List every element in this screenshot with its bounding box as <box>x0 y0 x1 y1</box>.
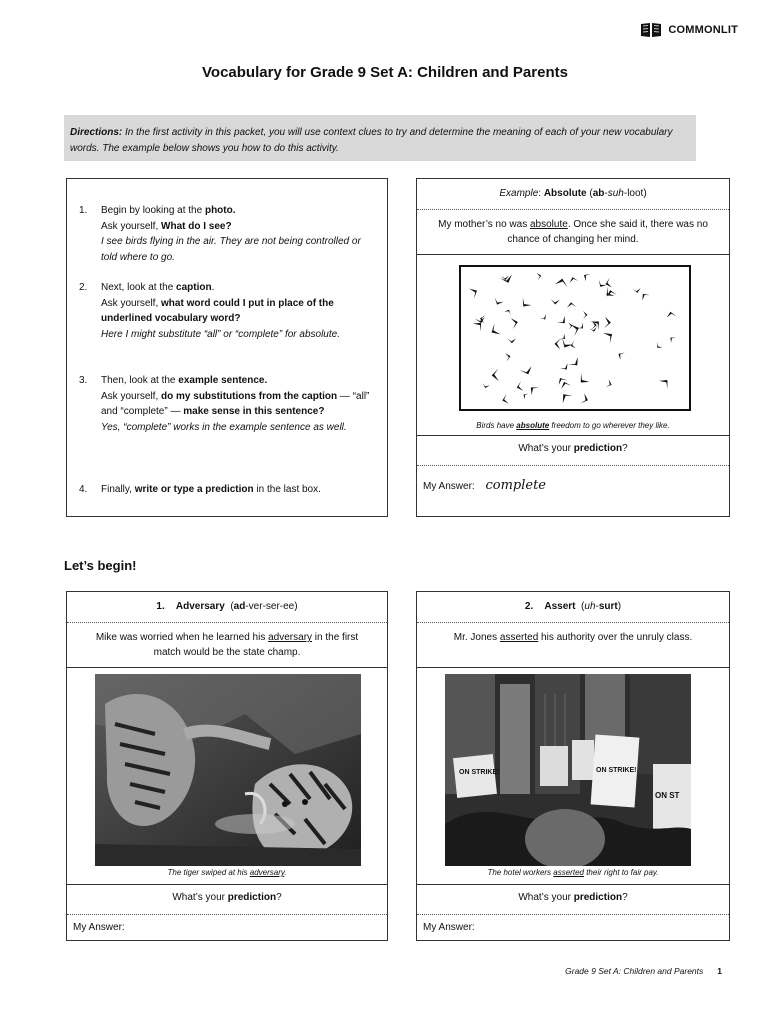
page-title: Vocabulary for Grade 9 Set A: Children and Parents <box>202 64 568 81</box>
card-word: Adversary <box>175 601 225 612</box>
step-bold: make sense in this sentence? <box>183 406 325 417</box>
step-text: Then, look at the <box>101 375 179 386</box>
bird-icon <box>537 273 542 281</box>
bird-icon <box>560 381 572 389</box>
bird-icon <box>516 381 523 391</box>
bird-icon <box>655 341 663 350</box>
protest-photo <box>445 674 691 866</box>
prediction-bold: prediction <box>573 443 623 454</box>
example-answer <box>417 465 729 515</box>
step-bold: do my substitutions from the caption <box>161 390 338 402</box>
example-box <box>416 178 730 517</box>
bird-icon <box>568 357 582 369</box>
vocab-word: absolute <box>530 219 568 230</box>
bird-icon <box>603 317 612 330</box>
birds-flock-image <box>461 267 689 409</box>
step-number: 3. <box>79 375 88 386</box>
card-prediction <box>417 884 729 915</box>
bird-icon <box>520 366 533 376</box>
step-text: Ask yourself, <box>101 297 162 309</box>
bird-icon <box>579 393 590 406</box>
bird-icon <box>596 279 607 289</box>
step-number: 4. <box>79 484 88 495</box>
bird-icon <box>569 277 578 283</box>
bird-icon <box>475 317 485 324</box>
bird-icon <box>577 323 586 331</box>
sentence-text: his authority over the unruly class. <box>538 632 693 643</box>
card-word: Assert <box>544 601 576 612</box>
bird-icon <box>591 318 603 331</box>
prediction-bold: prediction <box>573 892 623 903</box>
prediction-text: What’s your <box>172 892 228 903</box>
pron-bold: surt <box>598 601 618 612</box>
step-text: Begin by looking at the <box>101 205 205 216</box>
step-text: . <box>211 282 215 293</box>
card-prediction <box>67 884 387 915</box>
vocab-word: asserted <box>499 632 539 643</box>
page-footer <box>565 966 722 976</box>
step-example: Here I might substitute “all” or “complete” for absolute. <box>101 328 340 340</box>
sign-text: ON STRIKE! <box>596 767 637 774</box>
sentence-text: in the first match would be the state champ. <box>153 632 359 658</box>
prediction-text: What’s your <box>518 443 574 454</box>
caption-text: their right to fair pay. <box>583 868 659 877</box>
bird-icon <box>616 350 625 360</box>
caption-word: adversary <box>249 868 285 877</box>
directions-text: In the first activity in this packet, you will use context clues to try and determine the meaning of each of your new vocabulary words. The example below shows you how to do this activity. <box>70 127 673 154</box>
step-bold: caption <box>176 282 212 293</box>
tigers-image <box>95 674 361 866</box>
bird-icon <box>502 394 509 404</box>
bird-icon <box>582 271 592 281</box>
footer-text: Grade 9 Set A: Children and Parents <box>565 966 704 976</box>
card-number: 2. <box>524 601 534 612</box>
card-answer[interactable] <box>67 914 387 940</box>
prediction-text: ? <box>622 443 628 454</box>
sentence-text: My mother’s no was <box>438 219 530 230</box>
page-number: 1 <box>717 966 722 976</box>
step-bold: what word could I put in place of the underlined vocabulary word? <box>101 297 334 324</box>
bird-icon <box>481 382 490 389</box>
pron-italic: suh <box>607 188 624 199</box>
step-text: in the last box. <box>253 484 321 495</box>
bird-icon <box>605 278 612 289</box>
bird-icon <box>571 323 581 336</box>
bird-icon <box>505 353 511 362</box>
commonlit-logo <box>640 22 738 38</box>
pron-bold: ad <box>233 601 246 612</box>
vocab-word: adversary <box>268 632 313 643</box>
bird-icon <box>582 311 588 319</box>
step-text: Ask yourself, <box>101 390 162 402</box>
bird-icon <box>511 318 519 330</box>
bird-icon <box>605 379 613 389</box>
bird-icon <box>522 391 530 399</box>
card-caption <box>417 868 729 877</box>
bird-icon <box>528 383 540 395</box>
bird-icon <box>555 277 570 288</box>
birds-photo <box>459 265 691 411</box>
step-text: Ask yourself, <box>101 220 162 232</box>
example-caption <box>417 421 729 430</box>
sentence-text: . Once she said it, there was no chance of changing her mind. <box>507 219 708 245</box>
card-header: 2. Assert (uh-surt) <box>417 592 729 623</box>
answer-label: My Answer: <box>423 922 475 933</box>
caption-text: freedom to go wherever they like. <box>549 421 670 430</box>
bird-icon <box>567 302 577 308</box>
bird-icon <box>550 298 560 305</box>
sentence-text: Mr. Jones <box>453 632 500 643</box>
directions-label: Directions: <box>70 127 123 138</box>
example-header: Example: Absolute (ab-suh-loot) <box>417 179 729 210</box>
caption-text: The hotel workers <box>487 868 554 877</box>
step-bold: What do I see? <box>161 220 232 232</box>
sign-text: ON STRIKE! <box>459 769 500 776</box>
bird-icon <box>559 390 573 403</box>
caption-word: absolute <box>516 421 550 430</box>
caption-text: The tiger swiped at his <box>167 868 250 877</box>
example-prediction <box>417 435 729 466</box>
bird-icon <box>556 316 568 327</box>
bird-icon <box>559 363 569 372</box>
prediction-text: What’s your <box>518 892 574 903</box>
answer-value: complete <box>485 478 546 493</box>
answer-label: My Answer: <box>423 481 475 492</box>
step-example: I see birds flying in the air. They are not being controlled or told where to go. <box>101 236 361 263</box>
step-text: Next, look at the <box>101 282 177 293</box>
card-number: 1. <box>156 601 165 612</box>
step-number: 1. <box>79 205 88 216</box>
step-example: Yes, “complete” works in the example sentence as well. <box>101 421 347 433</box>
bird-icon <box>491 368 499 381</box>
bird-icon <box>633 288 641 293</box>
step-text: Finally, <box>101 484 135 495</box>
bird-icon <box>667 312 677 318</box>
bird-icon <box>504 308 512 316</box>
pron-bold: ab <box>592 188 605 199</box>
prediction-text: ? <box>276 892 282 903</box>
step-bold: example sentence. <box>178 375 268 386</box>
card-answer[interactable] <box>417 914 729 940</box>
example-sentence <box>417 213 729 255</box>
caption-text: Birds have <box>476 421 517 430</box>
bird-icon <box>659 376 672 389</box>
bird-icon <box>469 286 479 299</box>
protest-image <box>445 674 691 866</box>
bird-icon <box>539 314 548 321</box>
card-sentence <box>67 626 387 668</box>
tiger-photo <box>95 674 361 866</box>
bird-icon <box>499 274 513 284</box>
vocab-card-adversary <box>66 591 388 941</box>
prediction-text: ? <box>622 892 628 903</box>
sentence-text: Mike was worried when he learned his <box>95 632 269 643</box>
example-word: Absolute <box>543 188 587 199</box>
card-header: 1. Adversary (ad-ver-ser-ee) <box>67 592 387 623</box>
card-caption <box>67 868 387 877</box>
directions-box <box>64 115 696 161</box>
caption-word: asserted <box>553 868 584 877</box>
step-bold: photo. <box>204 205 236 216</box>
pron-rest: loot <box>627 188 644 199</box>
step-text: — “all” and “complete” — <box>101 390 370 417</box>
caption-text: . <box>284 868 287 877</box>
sign-text: ON ST <box>655 791 680 800</box>
step-number: 2. <box>79 282 88 293</box>
section-heading: Let’s begin! <box>64 558 137 573</box>
bird-icon <box>492 297 503 307</box>
bird-icon <box>507 337 516 343</box>
instructions-box <box>66 178 388 517</box>
bird-icon <box>568 322 573 329</box>
answer-label: My Answer: <box>73 922 125 933</box>
bird-icon <box>576 372 589 386</box>
card-sentence <box>417 626 729 668</box>
bird-icon <box>603 330 615 344</box>
example-label: Example <box>499 188 539 199</box>
pron-italic: uh <box>584 601 596 612</box>
bird-icon <box>489 323 501 338</box>
step-bold: write or type a prediction <box>134 484 254 495</box>
bird-icon <box>640 291 651 300</box>
open-book-icon <box>640 22 662 38</box>
bird-icon <box>519 297 532 310</box>
pron-rest: -ver-ser-ee <box>245 601 295 612</box>
bird-icon <box>668 335 676 343</box>
prediction-bold: prediction <box>227 892 277 903</box>
logo-text: COMMONLIT <box>668 24 738 36</box>
vocab-card-assert <box>416 591 730 941</box>
